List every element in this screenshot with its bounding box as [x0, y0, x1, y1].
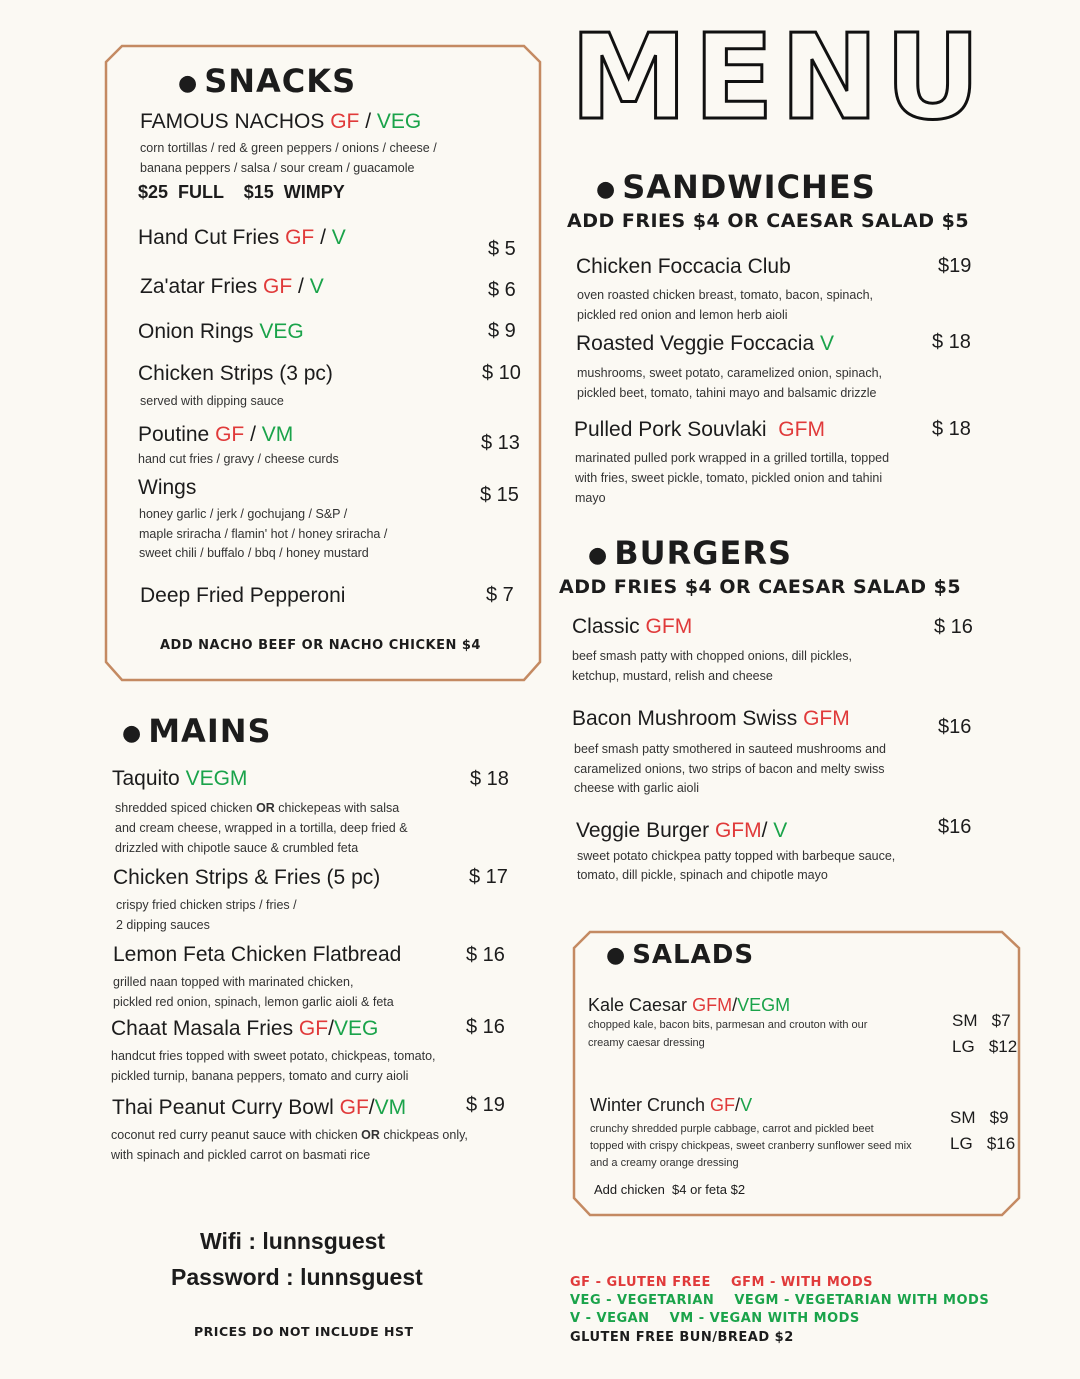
- classic-desc-2: ketchup, mustard, relish and cheese: [572, 669, 773, 683]
- item-chicken-strips-fries: Chicken Strips & Fries (5 pc): [113, 866, 381, 889]
- item-pulled-pork-souvlaki: Pulled Pork Souvlaki GFM: [574, 418, 825, 441]
- wifi-password: Password : lunnsguest: [171, 1264, 423, 1290]
- price-bacon-mushroom-swiss: $16: [938, 716, 972, 738]
- item-taquito: Taquito VEGM: [112, 767, 248, 790]
- item-veggie-burger: Veggie Burger GFM/ V: [576, 819, 788, 842]
- price-lemon-feta-flatbread: $ 16: [466, 944, 505, 966]
- price-veggie-burger: $16: [938, 816, 972, 838]
- veggie-burger-desc-1: sweet potato chickpea patty topped with barbeque sauce,: [577, 849, 896, 863]
- winter-desc-3: and a creamy orange dressing: [590, 1157, 739, 1169]
- price-chicken-strips-fries: $ 17: [469, 866, 508, 888]
- legend-gluten-free-bun: GLUTEN FREE BUN/BREAD $2: [570, 1330, 794, 1345]
- thai-desc-1: coconut red curry peanut sauce with chicken OR chickpeas only,: [111, 1128, 468, 1142]
- mains-title: ● MAINS: [122, 712, 272, 750]
- thai-desc-2: with spinach and pickled carrot on basmati rice: [111, 1148, 371, 1162]
- price-onion-rings: $ 9: [488, 320, 516, 342]
- item-roasted-veggie-foccacia: Roasted Veggie Foccacia V: [576, 332, 835, 355]
- snacks-title: ● SNACKS: [178, 62, 357, 100]
- price-pulled-pork-souvlaki: $ 18: [932, 418, 971, 440]
- veggie-foccacia-desc-2: pickled beet, tomato, tahini mayo and balsamic drizzle: [577, 386, 877, 400]
- sandwiches-title: ● SANDWICHES: [596, 168, 876, 206]
- club-desc-2: pickled red onion and lemon herb aioli: [577, 308, 788, 322]
- item-bacon-mushroom-swiss: Bacon Mushroom Swiss GFM: [572, 707, 850, 730]
- item-lemon-feta-flatbread: Lemon Feta Chicken Flatbread: [113, 943, 402, 966]
- club-desc-1: oven roasted chicken breast, tomato, bacon, spinach,: [577, 288, 874, 302]
- item-zaatar-fries: Za'atar Fries GF / V: [140, 275, 324, 298]
- snacks-addon: ADD NACHO BEEF OR NACHO CHICKEN $4: [160, 638, 481, 653]
- wings-desc-2: maple sriracha / flamin' hot / honey sriracha /: [139, 527, 388, 541]
- price-classic-burger: $ 16: [934, 616, 973, 638]
- item-deep-fried-pepperoni: Deep Fried Pepperoni: [140, 584, 346, 607]
- price-kale-lg: LG $12: [952, 1037, 1018, 1056]
- taquito-desc-2: and cream cheese, wrapped in a tortilla, deep fried &: [115, 821, 408, 835]
- price-thai-peanut-curry-bowl: $ 19: [466, 1094, 505, 1116]
- price-kale-sm: SM $7: [952, 1011, 1011, 1030]
- bacon-desc-2: caramelized onions, two strips of bacon and melty swiss: [574, 762, 885, 776]
- pork-desc-2: with fries, sweet pickle, tomato, pickled onion and tahini: [575, 471, 883, 485]
- veggie-foccacia-desc-1: mushrooms, sweet potato, caramelized onion, spinach,: [577, 366, 883, 380]
- item-chicken-foccacia-club: Chicken Foccacia Club: [576, 255, 791, 278]
- salads-addon: Add chicken $4 or feta $2: [594, 1182, 746, 1197]
- pork-desc-3: mayo: [575, 491, 606, 505]
- item-kale-caesar: Kale Caesar GFM/VEGM: [588, 995, 791, 1015]
- legend-line-2: VEG - VEGETARIAN VEGM - VEGETARIAN WITH MODS: [570, 1293, 990, 1308]
- burgers-title: ● BURGERS: [588, 534, 793, 572]
- kale-desc-2: creamy caesar dressing: [588, 1037, 705, 1049]
- wings-desc-1: honey garlic / jerk / gochujang / S&P /: [139, 507, 348, 521]
- poutine-desc: hand cut fries / gravy / cheese curds: [138, 452, 339, 466]
- item-chicken-strips-3pc: Chicken Strips (3 pc): [138, 362, 333, 385]
- taquito-desc-1: shredded spiced chicken OR chickepeas with salsa: [115, 801, 400, 815]
- price-chicken-foccacia-club: $19: [938, 255, 972, 277]
- chaat-desc-2: pickled turnip, banana peppers, tomato and curry aioli: [111, 1069, 409, 1083]
- classic-desc-1: beef smash patty with chopped onions, dill pickles,: [572, 649, 853, 663]
- winter-desc-1: crunchy shredded purple cabbage, carrot and pickled beet: [590, 1123, 874, 1135]
- item-wings: Wings: [138, 476, 197, 499]
- hst-note: PRICES DO NOT INCLUDE HST: [194, 1324, 414, 1339]
- burgers-addon: ADD FRIES $4 OR CAESAR SALAD $5: [559, 576, 962, 598]
- legend-line-3: V - VEGAN VM - VEGAN WITH MODS: [570, 1311, 860, 1326]
- pork-desc-1: marinated pulled pork wrapped in a grilled tortilla, topped: [575, 451, 890, 465]
- price-wings: $ 15: [480, 484, 519, 506]
- nachos-desc-1: corn tortillas / red & green peppers / onions / cheese /: [140, 141, 437, 155]
- kale-desc-1: chopped kale, bacon bits, parmesan and crouton with our: [588, 1019, 868, 1031]
- price-deep-fried-pepperoni: $ 7: [486, 584, 514, 606]
- taquito-desc-3: drizzled with chipotle sauce & crumbled feta: [115, 841, 359, 855]
- wifi-name: Wifi : lunnsguest: [200, 1228, 386, 1254]
- chicken-strips-desc: served with dipping sauce: [140, 394, 284, 408]
- strips-desc-1: crispy fried chicken strips / fries /: [116, 898, 297, 912]
- sandwiches-addon: ADD FRIES $4 OR CAESAR SALAD $5: [567, 210, 970, 232]
- price-winter-sm: SM $9: [950, 1108, 1009, 1127]
- price-chaat-masala-fries: $ 16: [466, 1016, 505, 1038]
- item-hand-cut-fries: Hand Cut Fries GF / V: [138, 226, 346, 249]
- winter-desc-2: topped with crispy chickpeas, sweet cranberry sunflower seed mix: [590, 1140, 912, 1152]
- item-famous-nachos: FAMOUS NACHOS GF / VEG: [140, 110, 422, 133]
- item-poutine: Poutine GF / VM: [138, 423, 294, 446]
- chaat-desc-1: handcut fries topped with sweet potato, chickpeas, tomato,: [111, 1049, 436, 1063]
- price-zaatar-fries: $ 6: [488, 279, 516, 301]
- item-classic-burger: Classic GFM: [572, 615, 693, 638]
- price-roasted-veggie-foccacia: $ 18: [932, 331, 971, 353]
- price-hand-cut-fries: $ 5: [488, 238, 516, 260]
- menu-title: MENU: [570, 8, 987, 146]
- nachos-price: $25 FULL $15 WIMPY: [138, 182, 345, 202]
- price-poutine: $ 13: [481, 432, 520, 454]
- price-winter-lg: LG $16: [950, 1134, 1016, 1153]
- price-taquito: $ 18: [470, 768, 509, 790]
- strips-desc-2: 2 dipping sauces: [116, 918, 210, 932]
- bacon-desc-1: beef smash patty smothered in sauteed mushrooms and: [574, 742, 886, 756]
- veggie-burger-desc-2: tomato, dill pickle, spinach and chipotle mayo: [577, 868, 828, 882]
- item-winter-crunch: Winter Crunch GF/V: [590, 1095, 753, 1115]
- wings-desc-3: sweet chili / buffalo / bbq / honey mustard: [139, 546, 369, 560]
- salads-title: ● SALADS: [606, 940, 755, 970]
- legend-line-1: GF - GLUTEN FREE GFM - WITH MODS: [570, 1275, 873, 1290]
- item-onion-rings: Onion Rings VEG: [138, 320, 304, 343]
- price-chicken-strips-3pc: $ 10: [482, 362, 521, 384]
- nachos-desc-2: banana peppers / salsa / sour cream / guacamole: [140, 161, 415, 175]
- bacon-desc-3: cheese with garlic aioli: [574, 781, 700, 795]
- item-chaat-masala-fries: Chaat Masala Fries GF/VEG: [111, 1017, 379, 1040]
- flatbread-desc-2: pickled red onion, spinach, lemon garlic aioli & feta: [113, 995, 394, 1009]
- item-thai-peanut-curry-bowl: Thai Peanut Curry Bowl GF/VM: [112, 1096, 407, 1119]
- flatbread-desc-1: grilled naan topped with marinated chicken,: [113, 975, 354, 989]
- salads-border: [572, 930, 1022, 1218]
